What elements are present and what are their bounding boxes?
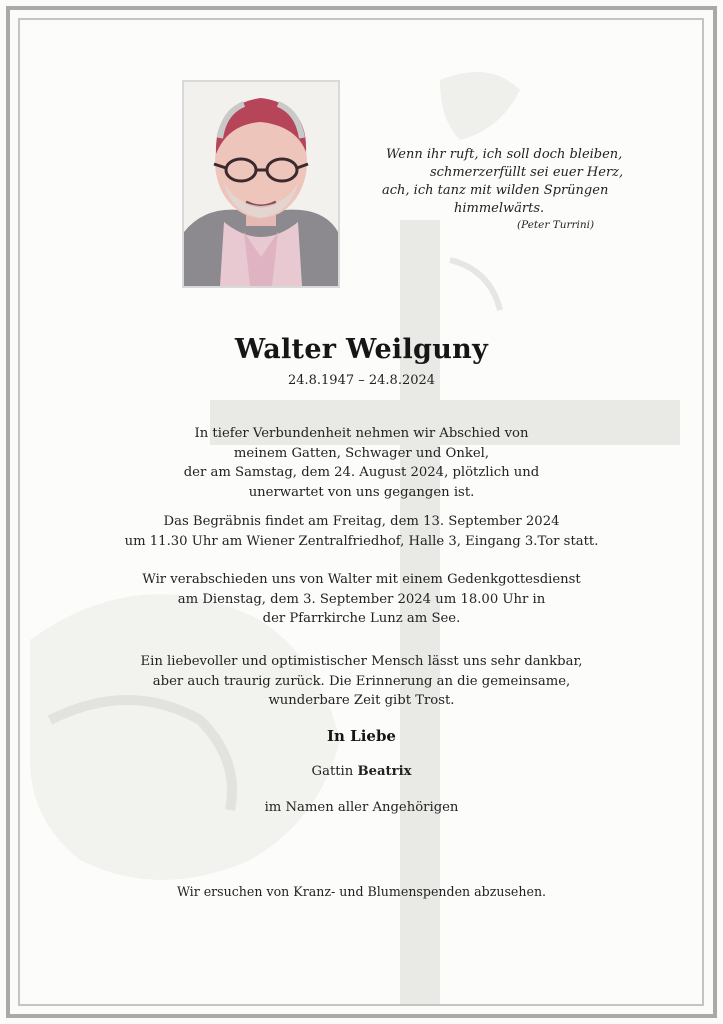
service-line: am Dienstag, dem 3. September 2024 um 18.00 Uhr in bbox=[177, 591, 546, 607]
spouse-line bbox=[0, 764, 723, 779]
portrait-photo bbox=[182, 80, 340, 288]
announcement-line: der am Samstag, dem 24. August 2024, plötzlich und bbox=[183, 465, 540, 480]
quote-author: (Peter Turrini) bbox=[517, 219, 595, 231]
life-dates: 24.8.1947 – 24.8.2024 bbox=[287, 373, 436, 388]
announcement-line: In tiefer Verbundenheit nehmen wir Abschied von bbox=[194, 426, 529, 441]
service-line: der Pfarrkirche Lunz am See. bbox=[262, 611, 461, 626]
service-paragraph bbox=[0, 570, 723, 629]
family-line: im Namen aller Angehörigen bbox=[264, 800, 459, 815]
announcement-line: meinem Gatten, Schwager und Onkel, bbox=[233, 445, 490, 461]
portrait-illustration bbox=[184, 82, 338, 286]
announcement-paragraph bbox=[0, 424, 723, 502]
tribute-paragraph bbox=[0, 652, 723, 711]
donation-request: Wir ersuchen von Kranz- und Blumenspenden abzusehen. bbox=[176, 884, 547, 899]
quote-line: Wenn ihr ruft, ich soll doch bleiben, bbox=[386, 147, 623, 162]
spouse-name: Beatrix bbox=[357, 764, 412, 779]
service-line: Wir verabschieden uns von Walter mit einem Gedenkgottesdienst bbox=[142, 572, 581, 587]
memorial-quote bbox=[372, 146, 622, 232]
announcement-line: unerwartet von uns gegangen ist. bbox=[248, 484, 475, 500]
tribute-line: Ein liebevoller und optimistischer Mensch lässt uns sehr dankbar, bbox=[140, 654, 583, 669]
deceased-name: Walter Weilguny bbox=[234, 334, 489, 365]
tribute-line: wunderbare Zeit gibt Trost. bbox=[268, 693, 455, 708]
funeral-line: Das Begräbnis findet am Freitag, dem 13. September 2024 bbox=[163, 514, 560, 529]
tribute-line: aber auch traurig zurück. Die Erinnerung an die gemeinsame, bbox=[152, 673, 571, 689]
funeral-paragraph bbox=[0, 512, 723, 551]
quote-line: schmerzerfüllt sei euer Herz, bbox=[430, 165, 624, 180]
funeral-line: um 11.30 Uhr am Wiener Zentralfriedhof, Halle 3, Eingang 3.Tor statt. bbox=[124, 533, 599, 549]
in-love-heading: In Liebe bbox=[327, 727, 396, 745]
quote-line: himmelwärts. bbox=[454, 201, 545, 216]
quote-line: ach, ich tanz mit wilden Sprüngen bbox=[382, 183, 609, 198]
spouse-prefix: Gattin bbox=[311, 764, 358, 779]
